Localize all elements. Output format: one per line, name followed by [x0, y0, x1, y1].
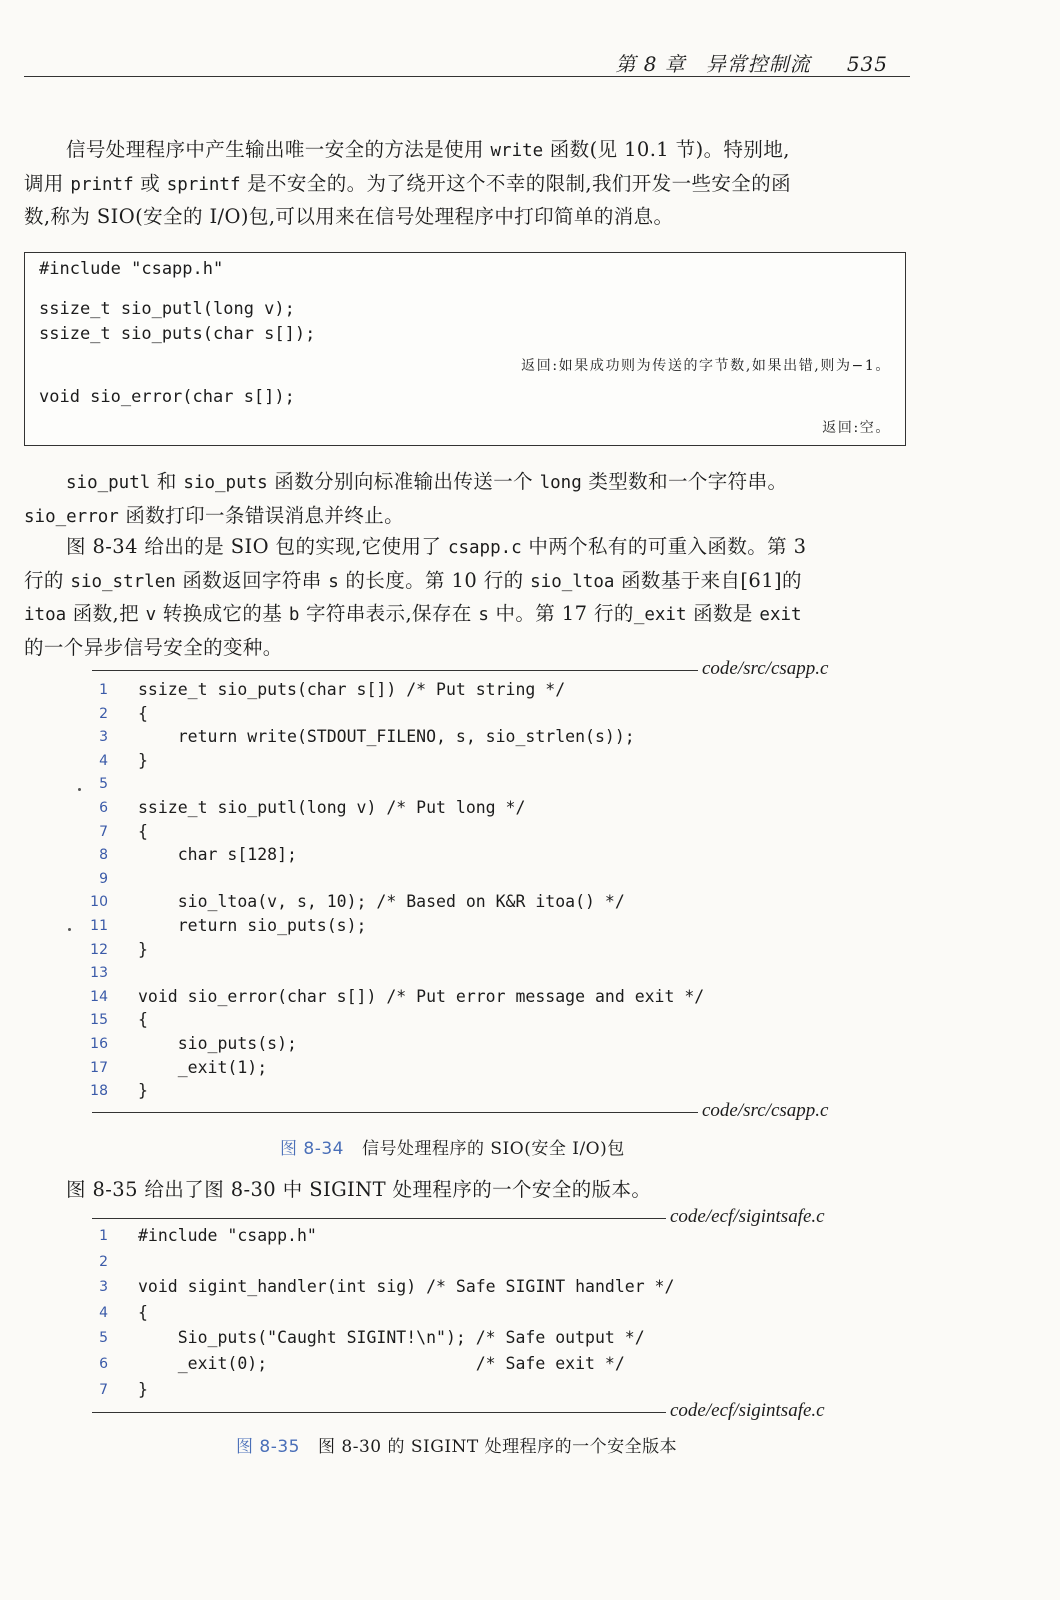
code-text: }: [138, 1081, 148, 1101]
code-top-rule: [92, 1218, 666, 1219]
return-note-2: 返回:空。: [822, 420, 891, 436]
code-text: _exit(1);: [138, 1057, 268, 1077]
line-number: 4: [99, 1304, 108, 1321]
intro-paragraph: 信号处理程序中产生输出唯一安全的方法是使用 write 函数(见 10.1 节)。特别地, 调用 printf 或 sprintf 是不安全的。为了绕开这个不幸的限制,我们开发一些安全的函 数,称为 SIO(安全的 I/O)包,可以用来在信号处理程序中打印简单的消息。: [24, 138, 791, 228]
line-number: 15: [90, 1012, 108, 1029]
line-number: 14: [90, 988, 108, 1005]
line-number: 2: [99, 1253, 108, 1270]
figure-caption-8-34: [280, 1134, 625, 1159]
figure-number: 图 8-35: [236, 1437, 300, 1457]
page-number: 535: [846, 52, 888, 76]
code-bottom-rule: [92, 1112, 698, 1113]
sio-puts-prototype: ssize_t sio_puts(char s[]);: [39, 324, 316, 344]
code-text: Sio_puts("Caught SIGINT!\n"); /* Safe output */: [138, 1328, 645, 1348]
line-number: 2: [99, 705, 108, 722]
line-number: 4: [99, 752, 108, 769]
return-note-1: 返回:如果成功则为传送的字节数,如果出错,则为−1。: [521, 358, 891, 374]
code-text: void sigint_handler(int sig) /* Safe SIGINT handler */: [138, 1277, 675, 1297]
line-number: 9: [99, 870, 108, 887]
line-number: 3: [99, 729, 108, 746]
code-text: #include "csapp.h": [138, 1226, 317, 1245]
code-text: ssize_t sio_putl(long v) /* Put long */: [138, 798, 526, 817]
line-number: 16: [90, 1036, 108, 1052]
running-header: [24, 40, 910, 77]
code-top-rule: [92, 670, 698, 671]
line-number: 3: [99, 1279, 108, 1296]
figure-title: 信号处理程序的 SIO(安全 I/O)包: [362, 1139, 625, 1159]
print-speck: [68, 928, 71, 931]
code-text: return sio_puts(s);: [138, 916, 367, 935]
line-number: 17: [90, 1059, 108, 1076]
figure-caption-8-35: [236, 1432, 677, 1457]
code-text: sio_ltoa(v, s, 10); /* Based on K&R itoa() */: [138, 892, 625, 912]
figure-title: 图 8-30 的 SIGINT 处理程序的一个安全版本: [318, 1437, 678, 1457]
line-number: 7: [99, 1381, 108, 1398]
sio-putl-prototype: ssize_t sio_putl(long v);: [39, 299, 295, 319]
code-text: }: [138, 939, 148, 959]
line-number: 11: [90, 918, 108, 934]
figure-number: 图 8-34: [280, 1139, 344, 1159]
code-text: }: [138, 750, 148, 770]
line-number: 13: [90, 965, 108, 982]
chapter-title: 异常控制流: [705, 52, 811, 76]
description-paragraph-1: sio_putl 和 sio_puts 函数分别向标准输出传送一个 long 类型数和一个字符串。 sio_error 函数打印一条错误消息并终止。: [24, 470, 788, 527]
line-number: 7: [99, 823, 108, 840]
code-text: return write(STDOUT_FILENO, s, sio_strlen(s));: [138, 727, 635, 747]
code-file-label-bottom: code/ecf/sigintsafe.c: [670, 1400, 825, 1421]
line-number: 5: [99, 776, 108, 793]
code-text: sio_puts(s);: [138, 1034, 297, 1053]
line-number: 1: [99, 1228, 108, 1244]
line-number: 6: [99, 800, 108, 816]
line-number: 6: [99, 1356, 108, 1372]
line-number: 5: [99, 1330, 108, 1347]
code-text: }: [138, 1379, 148, 1399]
code-text: char s[128];: [138, 845, 297, 865]
function-prototypes-box: [24, 252, 906, 446]
code-file-label-bottom: code/src/csapp.c: [702, 1100, 829, 1121]
line-number: 8: [99, 847, 108, 864]
line-number: 10: [90, 894, 108, 911]
code-text: {: [138, 1010, 148, 1030]
include-line: #include "csapp.h": [39, 259, 224, 279]
code-file-label-top: code/ecf/sigintsafe.c: [670, 1206, 825, 1227]
code-bottom-rule: [92, 1412, 666, 1413]
print-speck: [78, 788, 81, 791]
code-text: _exit(0); /* Safe exit */: [138, 1354, 625, 1373]
sio-error-prototype: void sio_error(char s[]);: [39, 387, 295, 407]
code-text: void sio_error(char s[]) /* Put error message and exit */: [138, 986, 705, 1006]
line-number: 1: [99, 682, 108, 698]
code-text: {: [138, 703, 148, 723]
code-text: ssize_t sio_puts(char s[]) /* Put string */: [138, 680, 566, 699]
code-text: {: [138, 821, 148, 841]
code-file-label-top: code/src/csapp.c: [702, 658, 829, 679]
code-text: {: [138, 1302, 148, 1322]
line-number: 12: [90, 941, 108, 958]
line-number: 18: [90, 1083, 108, 1100]
description-paragraph-2: 图 8-34 给出的是 SIO 包的实现,它使用了 csapp.c 中两个私有的可重入函数。第 3 行的 sio_strlen 函数返回字符串 s 的长度。第 10 行的 sio_ltoa 函数基于来自[61]的 itoa 函数,把 v 转换成它的基 b 字符串表示,保存在 s 中。第 17 行的_exit 函数是 exit 的一个异步信号安全的变种。: [24, 535, 807, 659]
chapter-label: 第 8 章: [615, 52, 686, 76]
description-paragraph-3: 图 8-35 给出了图 8-30 中 SIGINT 处理程序的一个安全的版本。: [66, 1178, 652, 1201]
